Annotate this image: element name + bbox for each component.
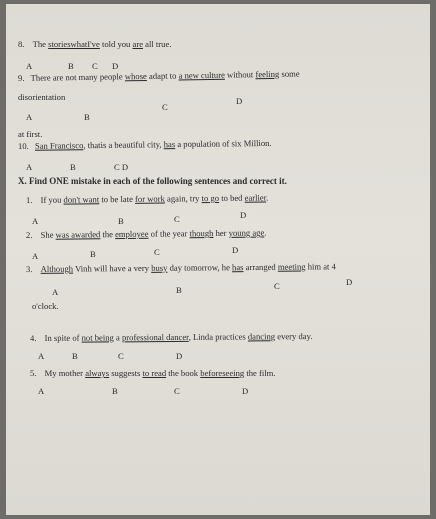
question-number: 2. xyxy=(25,229,33,240)
sentence-3 xyxy=(26,261,336,274)
underlined-option-d: earlier xyxy=(244,192,267,203)
sentence-text: again, try xyxy=(164,193,202,204)
question-number: 5. xyxy=(30,368,37,378)
sentence-text: , Linda practices xyxy=(188,331,248,342)
underlined-option-b: has xyxy=(163,139,176,150)
underlined-option-c: though xyxy=(189,228,214,239)
option-letter: C xyxy=(118,351,124,361)
option-letter: A xyxy=(26,112,33,122)
option-letter: A xyxy=(26,162,33,172)
question-number: 10. xyxy=(17,140,29,151)
option-letter: D xyxy=(242,386,249,396)
underlined-option-b: to read xyxy=(142,368,167,378)
option-letter: B xyxy=(70,162,76,172)
sentence-text: the book xyxy=(166,368,201,378)
option-letter: C xyxy=(174,214,180,224)
sentence-text: told you xyxy=(99,39,133,49)
option-letter: B xyxy=(72,351,78,361)
underlined-option-a: always xyxy=(85,368,110,378)
sentence-3-continued xyxy=(32,301,59,311)
sentence-text: My mother xyxy=(44,368,86,378)
sentence-text: some xyxy=(279,68,300,79)
underlined-option-d: meeting xyxy=(277,261,306,272)
sentence-text: without xyxy=(224,69,256,80)
section-heading: X. Find ONE mistake in each of the following sentences and correct it. xyxy=(18,176,287,186)
option-letter: D xyxy=(176,351,183,361)
sentence-text: o'clock. xyxy=(32,301,59,311)
underlined-option-d: disorientation xyxy=(18,92,66,102)
question-number: 1. xyxy=(25,194,33,205)
worksheet-page xyxy=(6,4,430,515)
underlined-option-b: professional dancer xyxy=(121,331,189,343)
answer-letters-s1 xyxy=(6,210,430,226)
question-number: 9. xyxy=(17,72,25,83)
underlined-option-d: young age xyxy=(228,227,265,238)
sentence-text: him at 4 xyxy=(305,261,336,272)
sentence-text: a population of six Million. xyxy=(175,137,272,150)
option-letter: D xyxy=(236,96,243,106)
underlined-option-b: are xyxy=(132,39,144,49)
answer-letters-s2 xyxy=(6,245,430,261)
underlined-option-a: Although xyxy=(40,263,74,274)
sentence-text: a xyxy=(113,332,123,343)
sentence-text: at first. xyxy=(18,129,43,139)
option-letter: A xyxy=(38,386,45,396)
option-letter: C xyxy=(162,102,168,112)
question-number: 4. xyxy=(29,332,37,343)
underlined-option-b: busy xyxy=(151,262,168,273)
sentence-5 xyxy=(30,368,275,378)
option-letter: A xyxy=(32,216,39,226)
underlined-option-c: beforeseeing xyxy=(200,368,245,378)
sentence-text: the film. xyxy=(244,368,276,378)
option-letter: C D xyxy=(114,162,129,172)
option-letter: C xyxy=(174,386,180,396)
sentence-text: every day. xyxy=(275,331,313,342)
option-letter: A xyxy=(32,251,39,261)
answer-letters-s5 xyxy=(6,386,430,396)
option-letter: A xyxy=(26,61,33,71)
option-letter: D xyxy=(346,277,353,287)
sentence-text: of the year xyxy=(148,228,190,239)
underlined-option-a: don't want xyxy=(63,194,100,205)
question-10 xyxy=(18,138,272,151)
sentence-text: Vinh will have a very xyxy=(73,262,152,274)
underlined-option-b: for work xyxy=(134,193,165,204)
option-letter: B xyxy=(118,216,124,226)
sentence-4 xyxy=(30,331,313,343)
sentence-text: In spite of xyxy=(44,332,82,343)
sentence-text: adapt to xyxy=(146,70,179,81)
sentence-text: . xyxy=(266,192,269,203)
question-number: 3. xyxy=(25,263,33,274)
sentence-text: If you xyxy=(40,194,64,205)
underlined-option-a: storieswhatI've xyxy=(48,39,100,49)
option-letter: C xyxy=(274,281,280,291)
question-8 xyxy=(18,39,171,49)
option-letter: C xyxy=(92,61,98,71)
question-9-ending xyxy=(18,129,42,139)
option-letter: A xyxy=(52,287,59,297)
sentence-text: day tomorrow, he xyxy=(167,262,233,273)
sentence-text: her xyxy=(213,227,229,239)
question-9-continued xyxy=(18,92,65,102)
sentence-text: arranged xyxy=(243,261,278,273)
underlined-option-a: whose xyxy=(124,70,147,82)
underlined-option-c: dancing xyxy=(247,331,276,342)
underlined-option-a: not being xyxy=(81,332,114,343)
option-letter: B xyxy=(176,285,182,295)
option-letter: C xyxy=(154,247,160,257)
sentence-text: to bed xyxy=(218,192,245,203)
underlined-option-b: a new culture xyxy=(178,69,225,81)
option-letter: B xyxy=(68,61,74,71)
option-letter: B xyxy=(112,386,118,396)
answer-letters-s3 xyxy=(6,277,430,297)
sentence-text: suggests xyxy=(109,368,143,378)
sentence-text: . xyxy=(264,227,267,238)
option-letter: B xyxy=(84,112,90,122)
question-number: 8. xyxy=(18,39,25,49)
sentence-text: all true. xyxy=(143,39,172,49)
sentence-text: She xyxy=(40,229,56,240)
sentence-1 xyxy=(26,192,268,205)
sentence-text: to be late xyxy=(99,193,136,205)
option-letter: D xyxy=(240,210,247,220)
underlined-option-b: employee xyxy=(115,228,149,240)
sentence-text: There are not many people xyxy=(30,71,125,83)
sentence-text: , thatis a beautiful city, xyxy=(83,139,164,151)
sentence-text: The xyxy=(32,39,49,49)
sentence-text: the xyxy=(100,229,116,240)
underlined-option-a: was awarded xyxy=(55,229,101,240)
option-letter: A xyxy=(38,351,45,361)
underlined-option-a: San Francisco xyxy=(34,140,84,151)
answer-letters-10 xyxy=(6,162,430,172)
underlined-option-c: has xyxy=(231,262,244,273)
option-letter: D xyxy=(232,245,239,255)
underlined-option-c: feeling xyxy=(255,68,280,80)
answer-letters-s4 xyxy=(6,351,430,361)
underlined-option-c: to go xyxy=(201,192,220,204)
option-letter: B xyxy=(90,249,96,259)
option-letter: D xyxy=(112,61,119,71)
sentence-2 xyxy=(26,227,266,240)
